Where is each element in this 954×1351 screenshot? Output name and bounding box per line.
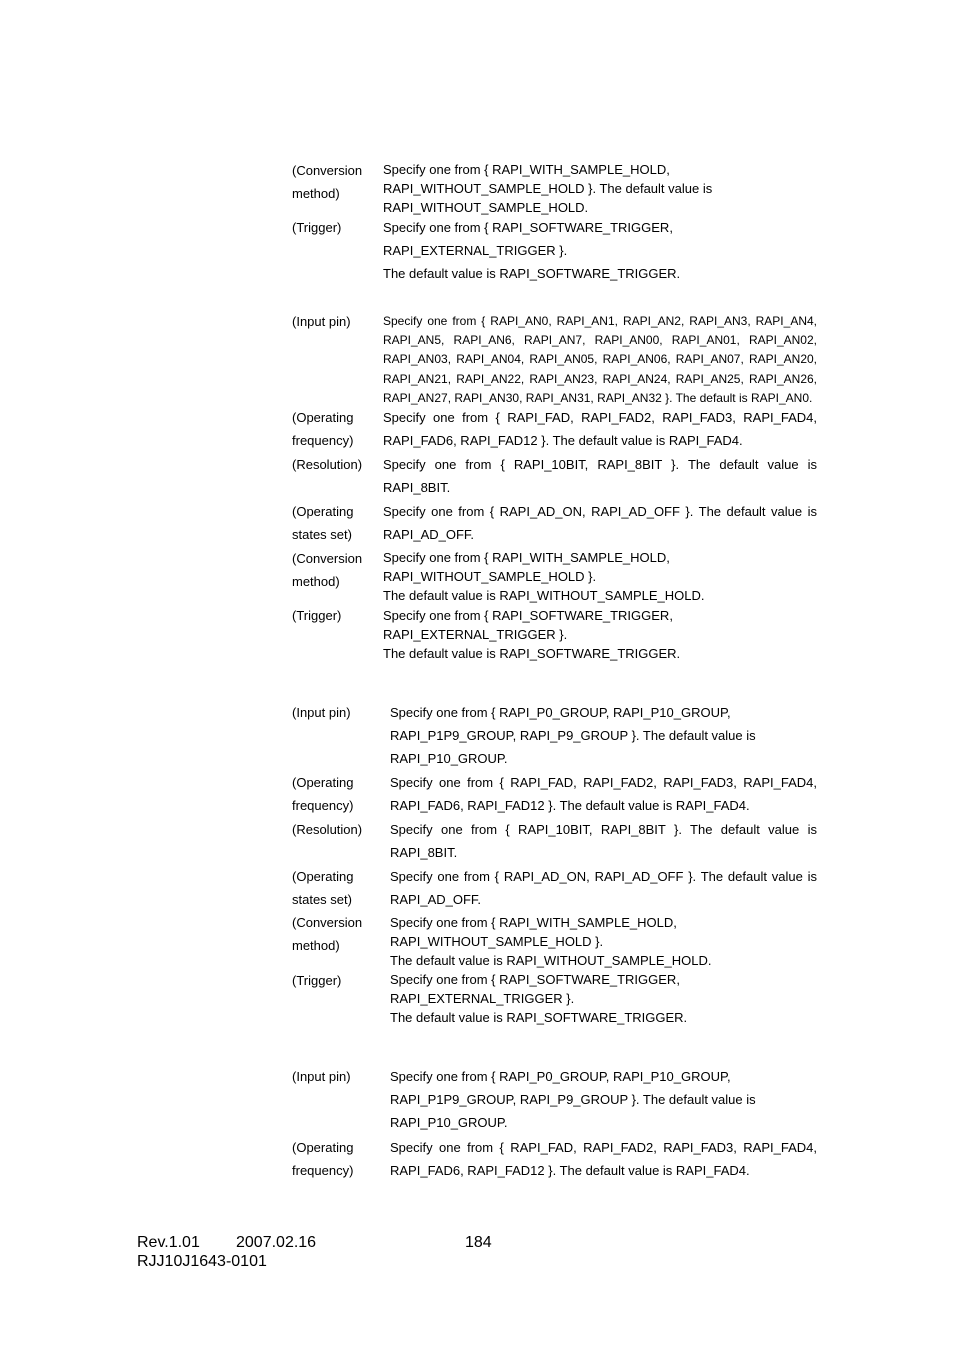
param-label-trigger	[292, 216, 377, 239]
label-line: (Input pin)	[292, 314, 351, 329]
param-label-conversion-method	[292, 911, 377, 957]
param-label-operating-frequency	[292, 406, 377, 452]
param-desc-input-pin	[390, 701, 817, 770]
param-desc-trigger	[383, 606, 817, 663]
desc-line: The default value is RAPI_WITHOUT_SAMPLE_HOLD.	[383, 588, 705, 603]
desc-line: The default value is RAPI_SOFTWARE_TRIGGER.	[390, 1010, 688, 1025]
desc-line: Specify one from { RAPI_SOFTWARE_TRIGGER,	[383, 608, 673, 623]
desc-line: RAPI_P1P9_GROUP, RAPI_P9_GROUP }. The default value is	[390, 1092, 756, 1107]
param-desc-conversion-method	[390, 913, 817, 970]
param-label-input-pin	[292, 701, 377, 724]
param-desc-operating-frequency	[390, 771, 817, 817]
footer-page-number: 184	[465, 1234, 492, 1251]
desc-line: The default value is RAPI_SOFTWARE_TRIGGER.	[383, 266, 681, 281]
label-line: frequency)	[292, 798, 354, 813]
desc-line: Specify one from { RAPI_FAD, RAPI_FAD2, RAPI_FAD3, RAPI_FAD4, RAPI_FAD6, RAPI_FAD12 }. The default value is RAPI_FAD4.	[390, 1140, 817, 1178]
desc-line: Specify one from { RAPI_WITH_SAMPLE_HOLD,	[383, 162, 670, 177]
param-label-conversion-method	[292, 159, 377, 205]
label-line: frequency)	[292, 433, 354, 448]
label-line: (Trigger)	[292, 608, 342, 623]
param-label-conversion-method	[292, 547, 377, 593]
label-line: (Operating	[292, 775, 354, 790]
label-line: method)	[292, 938, 340, 953]
desc-line: RAPI_P10_GROUP.	[390, 1115, 508, 1130]
param-desc-input-pin	[383, 312, 817, 408]
param-label-trigger	[292, 969, 377, 992]
param-label-operating-states	[292, 500, 377, 546]
desc-line: Specify one from { RAPI_AN0, RAPI_AN1, RAPI_AN2, RAPI_AN3, RAPI_AN4, RAPI_AN5, RAPI_AN6, RAPI_AN7, RAPI_AN00, RAPI_AN01, RAPI_AN02, RAPI_AN03, RAPI_AN04, RAPI_AN05, RAPI_AN06, RAPI_AN07, RAPI_AN20, RAPI_AN21, RAPI_AN22, RAPI_AN23, RAPI_AN24, RAPI_AN25, RAPI_AN26, RAPI_AN27, RAPI_AN30, RAPI_AN31, RAPI_AN32 }. The default is RAPI_AN0.	[383, 314, 817, 405]
label-line: (Conversion	[292, 551, 363, 566]
label-line: (Resolution)	[292, 822, 363, 837]
param-label-input-pin	[292, 310, 377, 333]
param-label-resolution	[292, 818, 377, 841]
param-desc-conversion-method	[383, 160, 817, 217]
label-line: states set)	[292, 527, 352, 542]
desc-line: The default value is RAPI_WITHOUT_SAMPLE_HOLD.	[390, 953, 712, 968]
desc-line: RAPI_EXTERNAL_TRIGGER }.	[383, 243, 568, 258]
label-line: method)	[292, 186, 340, 201]
footer-date: 2007.02.16	[236, 1234, 317, 1251]
footer-revision: Rev.1.01	[137, 1234, 200, 1251]
label-line: (Trigger)	[292, 973, 342, 988]
desc-line: Specify one from { RAPI_SOFTWARE_TRIGGER,	[390, 972, 680, 987]
param-desc-input-pin	[390, 1065, 817, 1134]
desc-line: Specify one from { RAPI_P0_GROUP, RAPI_P10_GROUP,	[390, 1069, 731, 1084]
desc-line: Specify one from { RAPI_AD_ON, RAPI_AD_OFF }. The default value is RAPI_AD_OFF.	[383, 504, 817, 542]
desc-line: RAPI_WITHOUT_SAMPLE_HOLD.	[383, 200, 589, 215]
param-label-operating-frequency	[292, 1136, 377, 1182]
desc-line: Specify one from { RAPI_10BIT, RAPI_8BIT }. The default value is RAPI_8BIT.	[390, 822, 817, 860]
desc-line: RAPI_EXTERNAL_TRIGGER }.	[383, 627, 568, 642]
desc-line: Specify one from { RAPI_10BIT, RAPI_8BIT }. The default value is RAPI_8BIT.	[383, 457, 817, 495]
desc-line: Specify one from { RAPI_AD_ON, RAPI_AD_OFF }. The default value is RAPI_AD_OFF.	[390, 869, 817, 907]
label-line: (Resolution)	[292, 457, 363, 472]
desc-line: RAPI_EXTERNAL_TRIGGER }.	[390, 991, 575, 1006]
param-desc-operating-states	[390, 865, 817, 911]
desc-line: Specify one from { RAPI_WITH_SAMPLE_HOLD,	[390, 915, 677, 930]
param-desc-operating-frequency	[390, 1136, 817, 1182]
param-label-operating-frequency	[292, 771, 377, 817]
desc-line: Specify one from { RAPI_SOFTWARE_TRIGGER,	[383, 220, 673, 235]
label-line: (Conversion	[292, 163, 363, 178]
label-line: (Trigger)	[292, 220, 342, 235]
desc-line: RAPI_WITHOUT_SAMPLE_HOLD }.	[390, 934, 604, 949]
param-desc-resolution	[383, 453, 817, 499]
param-label-input-pin	[292, 1065, 377, 1088]
param-label-resolution	[292, 453, 377, 476]
param-desc-trigger	[383, 216, 817, 285]
desc-line: Specify one from { RAPI_FAD, RAPI_FAD2, RAPI_FAD3, RAPI_FAD4, RAPI_FAD6, RAPI_FAD12 }. The default value is RAPI_FAD4.	[383, 410, 817, 448]
desc-line: RAPI_P1P9_GROUP, RAPI_P9_GROUP }. The default value is	[390, 728, 756, 743]
footer-document-id: RJJ10J1643-0101	[137, 1253, 267, 1270]
param-label-trigger	[292, 604, 377, 627]
param-desc-operating-frequency	[383, 406, 817, 452]
label-line: (Operating	[292, 504, 354, 519]
param-label-operating-states	[292, 865, 377, 911]
desc-line: RAPI_P10_GROUP.	[390, 751, 508, 766]
desc-line: RAPI_WITHOUT_SAMPLE_HOLD }.	[383, 569, 597, 584]
desc-line: The default value is RAPI_SOFTWARE_TRIGGER.	[383, 646, 681, 661]
label-line: (Operating	[292, 869, 354, 884]
param-desc-resolution	[390, 818, 817, 864]
label-line: (Operating	[292, 410, 354, 425]
label-line: (Operating	[292, 1140, 354, 1155]
label-line: (Input pin)	[292, 1069, 351, 1084]
desc-line: Specify one from { RAPI_P0_GROUP, RAPI_P10_GROUP,	[390, 705, 731, 720]
label-line: frequency)	[292, 1163, 354, 1178]
param-desc-conversion-method	[383, 548, 817, 605]
label-line: (Conversion	[292, 915, 363, 930]
param-desc-operating-states	[383, 500, 817, 546]
label-line: (Input pin)	[292, 705, 351, 720]
label-line: method)	[292, 574, 340, 589]
desc-line: Specify one from { RAPI_FAD, RAPI_FAD2, RAPI_FAD3, RAPI_FAD4, RAPI_FAD6, RAPI_FAD12 }. The default value is RAPI_FAD4.	[390, 775, 817, 813]
label-line: states set)	[292, 892, 352, 907]
param-desc-trigger	[390, 970, 817, 1027]
desc-line: RAPI_WITHOUT_SAMPLE_HOLD }. The default value is	[383, 181, 713, 196]
desc-line: Specify one from { RAPI_WITH_SAMPLE_HOLD,	[383, 550, 670, 565]
